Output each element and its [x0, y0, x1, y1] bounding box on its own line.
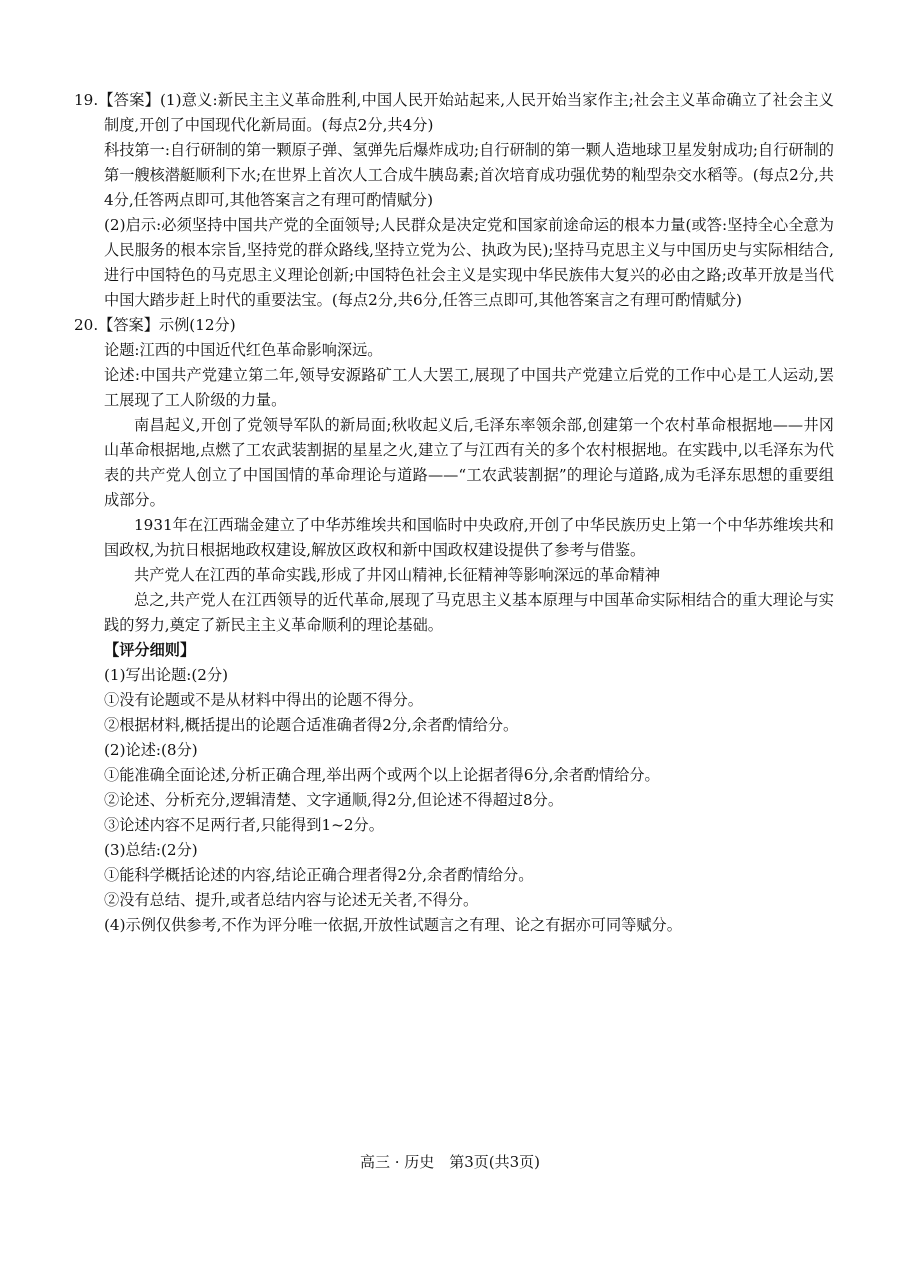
rubric-line: (3)总结:(2分)	[104, 841, 198, 859]
q19-answer-part2: (2)启示:必须坚持中国共产党的全面领导;人民群众是决定党和国家前途命运的根本力量(或答:坚持全心全意为人民服务的根本宗旨,坚持党的群众路线,坚持立党为公、执政为民);坚持马克思主义与中国历史与实际相结合,进行中国特色的马克思主义理论创新;中国特色社会主义是实现中华民族伟大复兴的必由之路;改革开放是当代中国大踏步赶上时代的重要法宝。(每点2分,共6分,任答三点即可,其他答案言之有理可酌情赋分)	[104, 216, 834, 309]
q19-answer-part1: 19.【答案】(1)意义:新民主主义革命胜利,中国人民开始站起来,人民开始当家作主;社会主义革命确立了社会主义制度,开创了中国现代化新局面。(每点2分,共4分)	[74, 91, 834, 134]
q20-topic: 论题:江西的中国近代红色革命影响深远。	[104, 341, 383, 359]
q20-argument: 论述:中国共产党建立第二年,领导安源路矿工人大罢工,展现了中国共产党建立后党的工作中心是工人运动,罢工展现了工人阶级的力量。	[104, 366, 834, 409]
rubric-line: (4)示例仅供参考,不作为评分唯一依据,开放性试题言之有理、论之有据亦可同等赋分。	[104, 916, 682, 934]
rubric-line: ①能准确全面论述,分析正确合理,举出两个或两个以上论据者得6分,余者酌情给分。	[104, 766, 660, 784]
rubric-line: (1)写出论题:(2分)	[104, 666, 229, 684]
rubric-line: ①能科学概括论述的内容,结论正确合理者得2分,余者酌情给分。	[104, 866, 534, 884]
rubric-line: ③论述内容不足两行者,只能得到1~2分。	[104, 816, 384, 834]
q19-science-firsts: 科技第一:自行研制的第一颗原子弹、氢弹先后爆炸成功;自行研制的第一颗人造地球卫星发射成功;自行研制的第一艘核潜艇顺利下水;在世界上首次人工合成牛胰岛素;首次培育成功强优势的籼型杂交水稻等。(每点2分,共4分,任答两点即可,其他答案言之有理可酌情赋分)	[104, 141, 834, 209]
rubric-line: (2)论述:(8分)	[104, 741, 198, 759]
q20-paragraph-spirit: 共产党人在江西的革命实践,形成了井冈山精神,长征精神等影响深远的革命精神	[134, 566, 661, 584]
q20-paragraph-nanchang: 南昌起义,开创了党领导军队的新局面;秋收起义后,毛泽东率领余部,创建第一个农村革命根据地——井冈山革命根据地,点燃了工农武装割据的星星之火,建立了与江西有关的多个农村根据地。在实践中,以毛泽东为代表的共产党人创立了中国国情的革命理论与道路——“工农武装割据”的理论与道路,成为毛泽东思想的重要组成部分。	[104, 416, 834, 509]
rubric-title: 【评分细则】	[104, 641, 196, 659]
q20-paragraph-ruijin: 1931年在江西瑞金建立了中华苏维埃共和国临时中央政府,开创了中华民族历史上第一个中华苏维埃共和国政权,为抗日根据地政权建设,解放区政权和新中国政权建设提供了参考与借鉴。	[104, 516, 834, 559]
rubric-line: ①没有论题或不是从材料中得出的论题不得分。	[104, 691, 423, 709]
q20-answer-heading: 20.【答案】示例(12分)	[74, 316, 236, 334]
answer-page	[74, 88, 834, 938]
rubric-line: ②根据材料,概括提出的论题合适准确者得2分,余者酌情给分。	[104, 716, 519, 734]
rubric-line: ②论述、分析充分,逻辑清楚、文字通顺,得2分,但论述不得超过8分。	[104, 791, 564, 809]
page-footer: 高三 · 历史 第3页(共3页)	[359, 1153, 541, 1171]
rubric-line: ②没有总结、提升,或者总结内容与论述无关者,不得分。	[104, 891, 479, 909]
q20-paragraph-conclusion: 总之,共产党人在江西领导的近代革命,展现了马克思主义基本原理与中国革命实际相结合的重大理论与实践的努力,奠定了新民主主义革命顺利的理论基础。	[104, 591, 834, 634]
